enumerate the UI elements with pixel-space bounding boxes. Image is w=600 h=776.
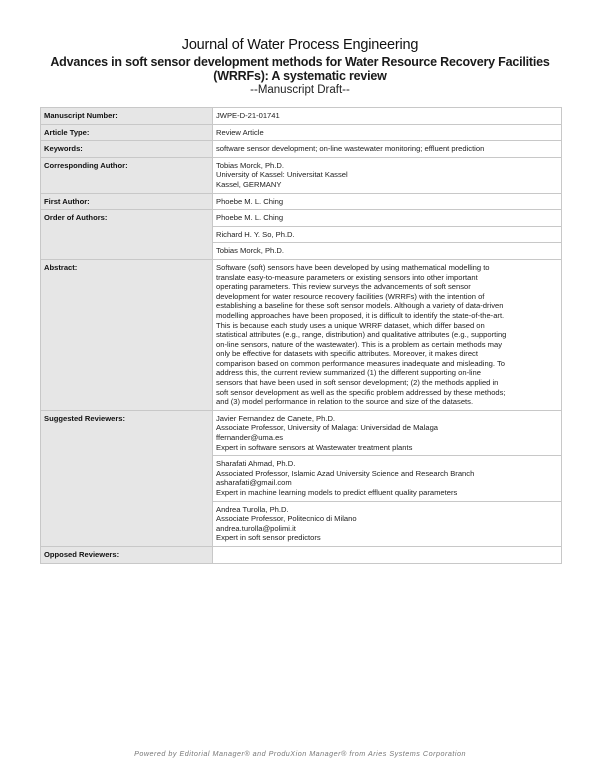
article-type-row <box>41 124 562 141</box>
order-of-authors-label: Order of Authors: <box>41 210 213 260</box>
manuscript-number-row <box>41 108 562 125</box>
reviewer-expertise: Expert in soft sensor predictors <box>216 533 321 543</box>
reviewer-email: asharafati@gmail.com <box>216 478 292 488</box>
opposed-reviewers-label: Opposed Reviewers: <box>41 546 213 563</box>
reviewer-name: Javier Fernandez de Canete, Ph.D. <box>216 413 336 423</box>
suggested-reviewers-row <box>41 410 562 455</box>
article-title-line-1: Advances in soft sensor development methods for Water Resource Recovery Facilities <box>50 55 550 69</box>
reviewer-name: Andrea Turolla, Ph.D. <box>216 504 289 514</box>
corresponding-author-label: Corresponding Author: <box>41 157 213 193</box>
article-title-line-2: (WRRFs): A systematic review <box>213 68 387 83</box>
suggested-reviewers-label: Suggested Reviewers: <box>41 410 213 546</box>
author-entry: Tobias Morck, Ph.D. <box>213 243 562 260</box>
article-type-label: Article Type: <box>41 124 213 141</box>
reviewer-affiliation: Associate Professor, Politecnico di Milano <box>216 514 357 524</box>
manuscript-details-table <box>40 107 562 564</box>
abstract-line: Software (soft) sensors have been developed by using mathematical modelling to <box>216 262 490 272</box>
abstract-line: and (3) model performance in relation to the source and size of the datasets. <box>216 397 474 407</box>
abstract-line: establishing a baseline for these soft sensor models. Although a variety of data-driven <box>216 301 504 311</box>
article-type-value: Review Article <box>213 124 562 141</box>
author-entry: Phoebe M. L. Ching <box>213 210 562 227</box>
reviewer-affiliation: Associate Professor, University of Malaga: Universidad de Malaga <box>216 423 439 433</box>
reviewer-entry <box>213 456 562 501</box>
abstract-line: operating parameters. This review surveys the advancements of soft sensor <box>216 282 471 292</box>
reviewer-entry <box>213 410 562 455</box>
abstract-label: Abstract: <box>41 259 213 410</box>
corresponding-author-location: Kassel, GERMANY <box>216 179 282 189</box>
keywords-value: software sensor development; on-line wastewater monitoring; effluent prediction <box>213 141 562 158</box>
abstract-line: address this, the current review summarized (1) the different supporting on-line <box>216 368 481 378</box>
article-title <box>0 56 600 83</box>
corresponding-author-institution: University of Kassel: Universitat Kassel <box>216 170 348 180</box>
abstract-line: soft sensor development as well as the specific problem addressed by these methods; <box>216 387 506 397</box>
reviewer-entry <box>213 501 562 546</box>
reviewer-email: ffernander@uma.es <box>216 433 284 443</box>
abstract-line: only be effective for datasets with specific attributes. Moreover, it makes direct <box>216 349 478 359</box>
abstract-row <box>41 259 562 410</box>
abstract-line: development for water resource recovery facilities (WRRFs) with the intention of <box>216 291 485 301</box>
keywords-row <box>41 141 562 158</box>
manuscript-draft-label: --Manuscript Draft-- <box>250 84 350 96</box>
abstract-line: translate easy-to-measure parameters or existing sensors into other important <box>216 272 478 282</box>
reviewer-affiliation: Associated Professor, Islamic Azad University Science and Research Branch <box>216 468 475 478</box>
first-author-label: First Author: <box>41 193 213 210</box>
opposed-reviewers-row <box>41 546 562 563</box>
keywords-label: Keywords: <box>41 141 213 158</box>
corresponding-author-row <box>41 157 562 193</box>
reviewer-expertise: Expert in machine learning models to predict effluent quality parameters <box>216 488 458 497</box>
abstract-line: comparison based on common performance measures inadequate and misleading. To <box>216 358 506 368</box>
reviewer-expertise: Expert in software sensors at Wastewater treatment plants <box>216 442 413 452</box>
abstract-line: modelling approaches have been proposed, it is difficult to identify the state-of-the-art. <box>216 310 505 320</box>
abstract-line: This is because each study uses a unique WRRF dataset, which differ based on <box>216 320 485 330</box>
reviewer-name: Sharafati Ahmad, Ph.D. <box>216 459 296 469</box>
abstract-text <box>213 259 562 410</box>
corresponding-author-name: Tobias Morck, Ph.D. <box>216 160 284 170</box>
corresponding-author-value <box>213 157 562 193</box>
author-entry: Richard H. Y. So, Ph.D. <box>213 226 562 243</box>
manuscript-number-value: JWPE-D-21-01741 <box>213 108 562 125</box>
journal-title: Journal of Water Process Engineering <box>181 37 419 53</box>
order-of-authors-row <box>41 210 562 227</box>
reviewer-email: andrea.turolla@polimi.it <box>216 523 296 533</box>
first-author-value: Phoebe M. L. Ching <box>213 193 562 210</box>
opposed-reviewers-value <box>213 546 562 563</box>
first-author-row <box>41 193 562 210</box>
manuscript-number-label: Manuscript Number: <box>41 108 213 125</box>
abstract-line: sensors that have been used in soft sensor development; (2) the methods applied in <box>216 378 499 388</box>
footer-powered-by: Powered by Editorial Manager® and ProduXion Manager® from Aries Systems Corporation <box>134 749 466 758</box>
abstract-line: statistical attributes (e.g., range, distribution) and qualitative attributes (e.g., supporting <box>216 330 507 340</box>
abstract-line: on-line sensors, nature of the wastewater). This is a problem as certain methods may <box>216 339 503 349</box>
